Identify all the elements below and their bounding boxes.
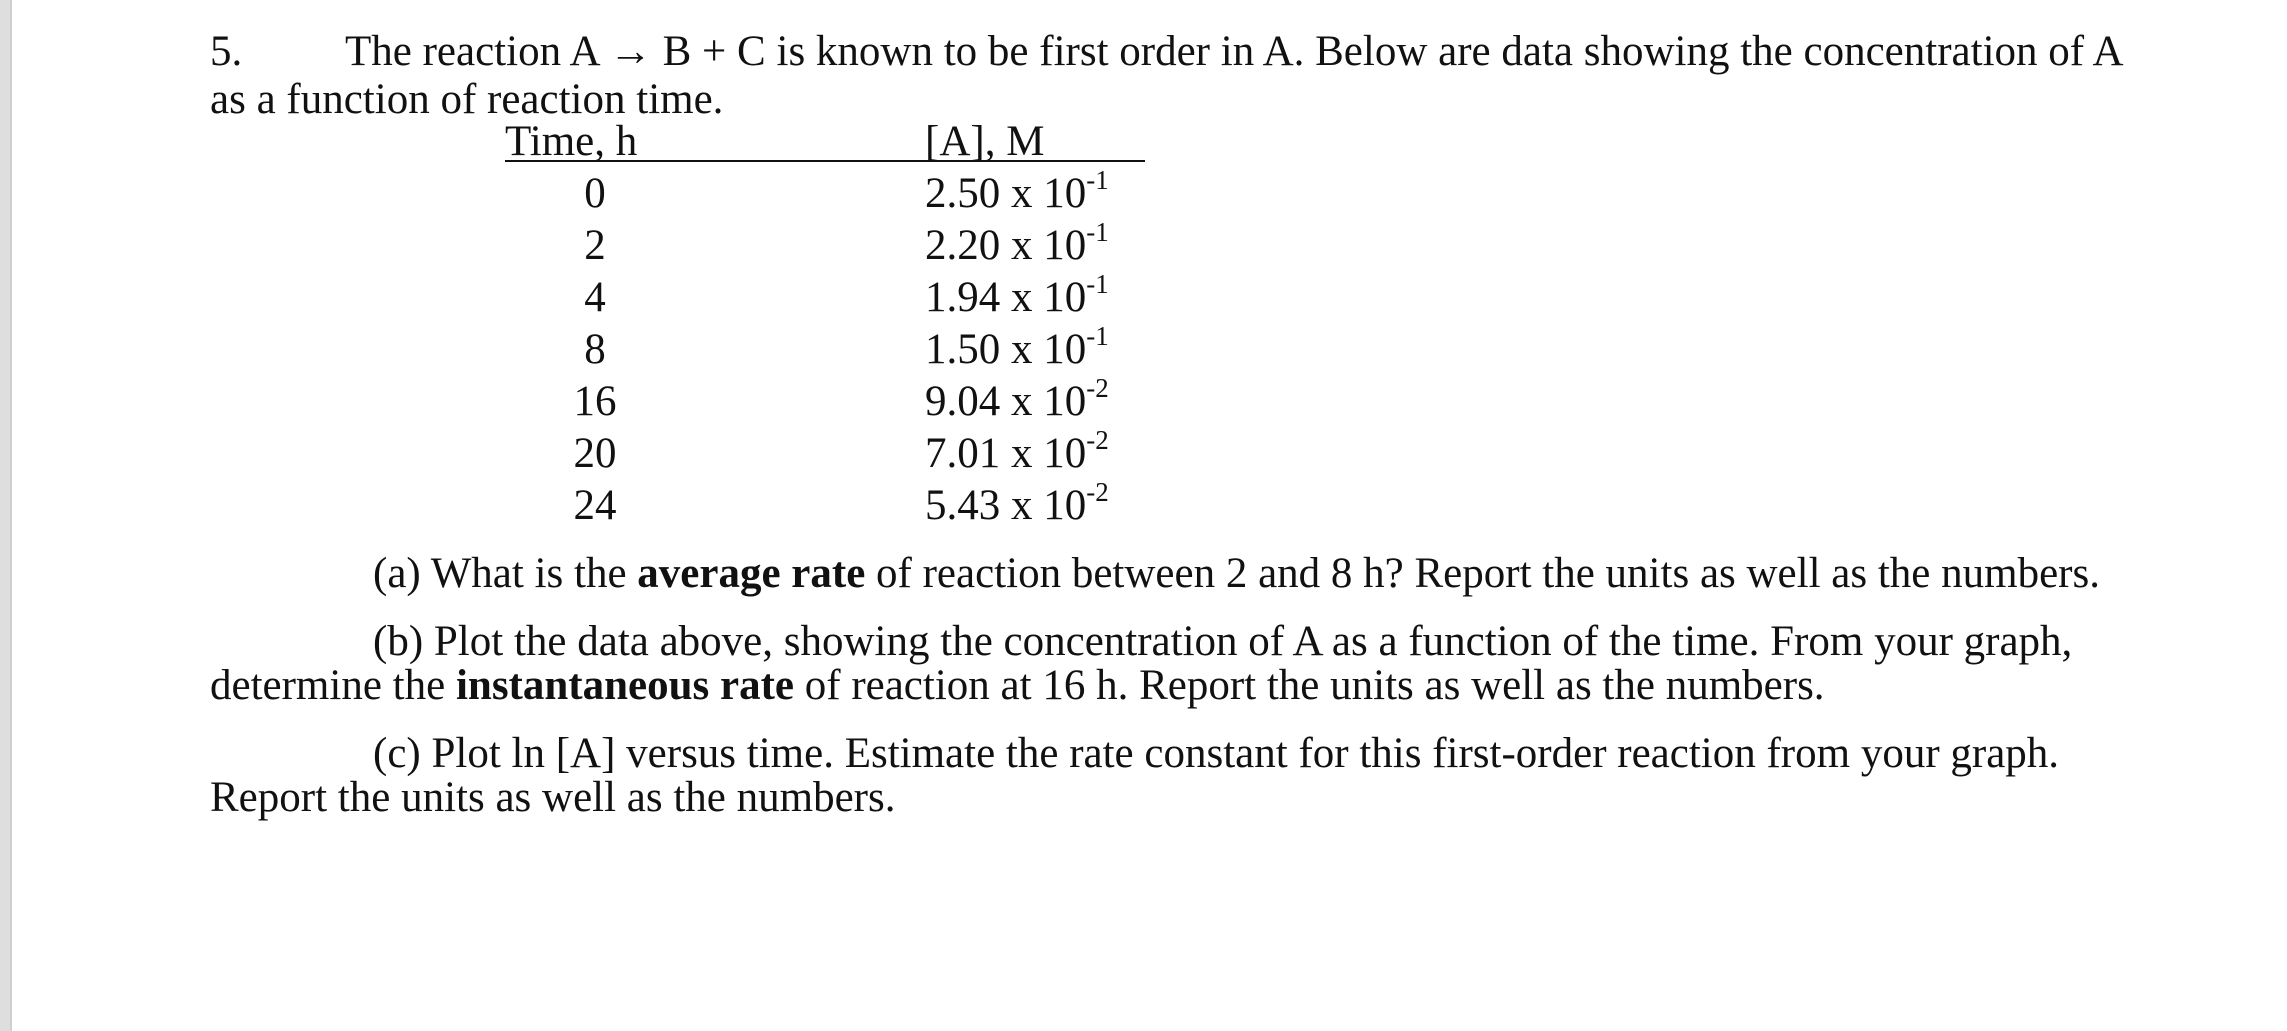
table-header-rule — [505, 160, 1145, 162]
question-part-a: (a) What is the average rate of reaction between 2 and 8 h? Report the units as well as the numbers. — [373, 550, 2100, 597]
emphasis-instantaneous-rate: instantaneous rate — [455, 662, 794, 709]
table-cell-concentration: 5.43 x $10^{-2}$ — [925, 477, 1109, 529]
question-part-c-line1: (c) Plot ln [A] versus time. Estimate the rate constant for this first-order reaction from your graph. — [373, 730, 2060, 777]
table-cell-time: 20 — [573, 430, 617, 477]
table-cell-concentration: 1.50 x $10^{-1}$ — [925, 321, 1109, 373]
intro-text-1: The reaction A → B + C is known to be first order in A. Below are data showing the concentration of A — [345, 28, 2124, 75]
question-number: 5. — [210, 28, 243, 75]
table-cell-time: 2 — [584, 222, 606, 269]
table-header-concentration: [A], M — [925, 118, 1045, 165]
question-part-b-line2: determine the instantaneous rate of reaction at 16 h. Report the units as well as the numbers. — [210, 662, 1825, 709]
table-cell-concentration: 7.01 x $10^{-2}$ — [925, 425, 1109, 477]
question-part-b-line1: (b) Plot the data above, showing the concentration of A as a function of the time. From your graph, — [373, 618, 2073, 665]
table-cell-time: 0 — [584, 170, 606, 217]
table-cell-concentration: 1.94 x $10^{-1}$ — [925, 269, 1109, 321]
table-cell-concentration: 2.20 x $10^{-1}$ — [925, 217, 1109, 269]
table-cell-concentration: 9.04 x $10^{-2}$ — [925, 373, 1109, 425]
page-edge-shadow — [0, 0, 12, 1031]
table-cell-time: 16 — [573, 378, 617, 425]
table-header-time: Time, h — [505, 118, 638, 165]
table-cell-concentration: 2.50 x $10^{-1}$ — [925, 165, 1109, 217]
emphasis-average-rate: average rate — [637, 550, 866, 597]
question-part-c-line2: Report the units as well as the numbers. — [210, 774, 896, 821]
question-intro-line2: as a function of reaction time. — [210, 76, 724, 123]
table-cell-time: 8 — [584, 326, 606, 373]
table-cell-time: 24 — [573, 482, 617, 529]
table-cell-time: 4 — [584, 274, 606, 321]
